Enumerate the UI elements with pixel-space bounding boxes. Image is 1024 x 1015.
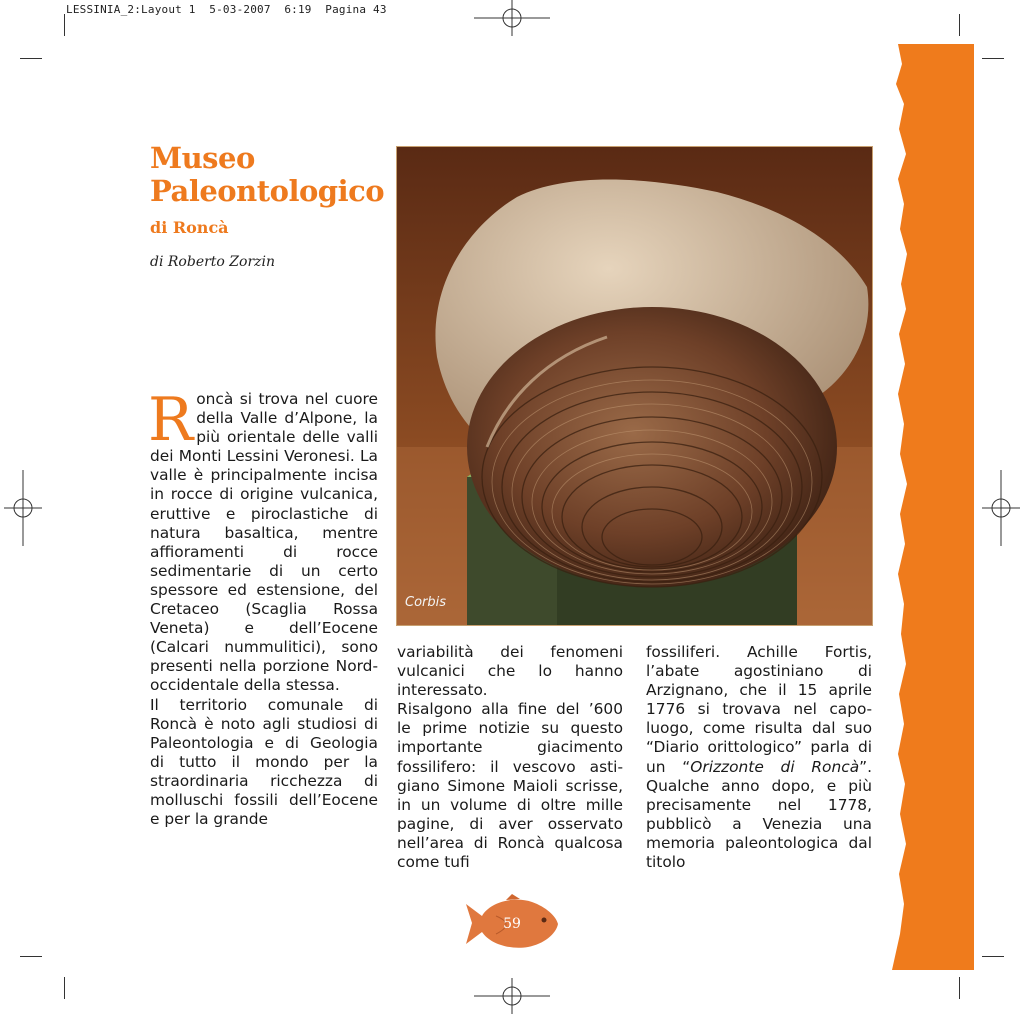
registration-mark-left bbox=[4, 470, 42, 546]
article-title bbox=[150, 142, 390, 208]
registration-mark-top bbox=[474, 0, 550, 36]
article-subtitle: di Roncà bbox=[150, 218, 229, 237]
crop-mark bbox=[982, 956, 1004, 957]
crop-mark bbox=[64, 14, 65, 36]
crop-mark bbox=[20, 58, 42, 59]
crop-mark bbox=[20, 956, 42, 957]
text-column-1 bbox=[148, 385, 378, 829]
page-number: 59 bbox=[503, 916, 521, 932]
paragraph: variabilità dei fenomeni vulcanici che lo hanno interessato. bbox=[397, 643, 623, 700]
paragraph-text: ”. Qualche anno dopo, e più precisamente nel 1778, pubblicò a Venezia una memoria paleontologica dal titolo bbox=[646, 757, 873, 872]
registration-mark-bottom bbox=[474, 978, 550, 1014]
drop-cap: R bbox=[148, 385, 194, 455]
paragraph-text: oncà si trova nel cuore della Valle d’Alpone, la più orientale delle valli dei Monti Lessini Veronesi. La valle è principalmente incisa in rocce di origine vulcanica, eruttive e piroclastiche di natura basaltica, mentre affioramenti di rocce sedimentarie di un certo spessore ed estensione, del Cretaceo (Scaglia Rossa Veneta) e dell’Eocene (Calcari nummulitici), sono presenti nella porzione Nord-occidentale della stessa. bbox=[150, 390, 378, 695]
paragraph bbox=[646, 643, 872, 872]
crop-mark bbox=[64, 977, 65, 999]
orange-side-band bbox=[880, 44, 974, 970]
title-line-1: Museo bbox=[150, 141, 255, 175]
italic-title: Orizzonte di Roncà bbox=[690, 757, 860, 776]
paragraph-text: fossiliferi. Achille Fortis, l’abate agostiniano di Arzignano, che il 15 aprile 1776 si trovava nel capoluogo, come risulta dal suo “Diario orittologico” parla di un “ bbox=[646, 643, 872, 776]
fossil-photo bbox=[396, 146, 873, 626]
print-slug: LESSINIA_2:Layout 1 5-03-2007 6:19 Pagina 43 bbox=[66, 3, 387, 16]
text-column-3 bbox=[646, 643, 872, 872]
photo-credit: Corbis bbox=[405, 595, 447, 610]
paragraph: Risalgono alla fine del ’600 le prime notizie su questo importante giacimento fossilifero: il vescovo astigiano Simone Maioli scrisse, in un volume di oltre mille pagine, di aver osservato nell’area di Roncà qualcosa come tufi bbox=[397, 700, 623, 872]
registration-mark-right bbox=[982, 470, 1020, 546]
crop-mark bbox=[959, 14, 960, 36]
paragraph: Il territorio comunale di Roncà è noto agli studiosi di Paleontologia e di Geologia di tutto il mondo per la straordinaria ricchezza di molluschi fossili dell’Eocene e per la grande bbox=[150, 695, 378, 829]
article-author: di Roberto Zorzin bbox=[150, 254, 276, 270]
text-column-2 bbox=[397, 643, 623, 872]
paragraph bbox=[148, 385, 378, 696]
fossil-shell-illustration bbox=[397, 147, 873, 626]
title-line-2: Paleontologico bbox=[150, 174, 385, 208]
crop-mark bbox=[982, 58, 1004, 59]
crop-mark bbox=[959, 977, 960, 999]
